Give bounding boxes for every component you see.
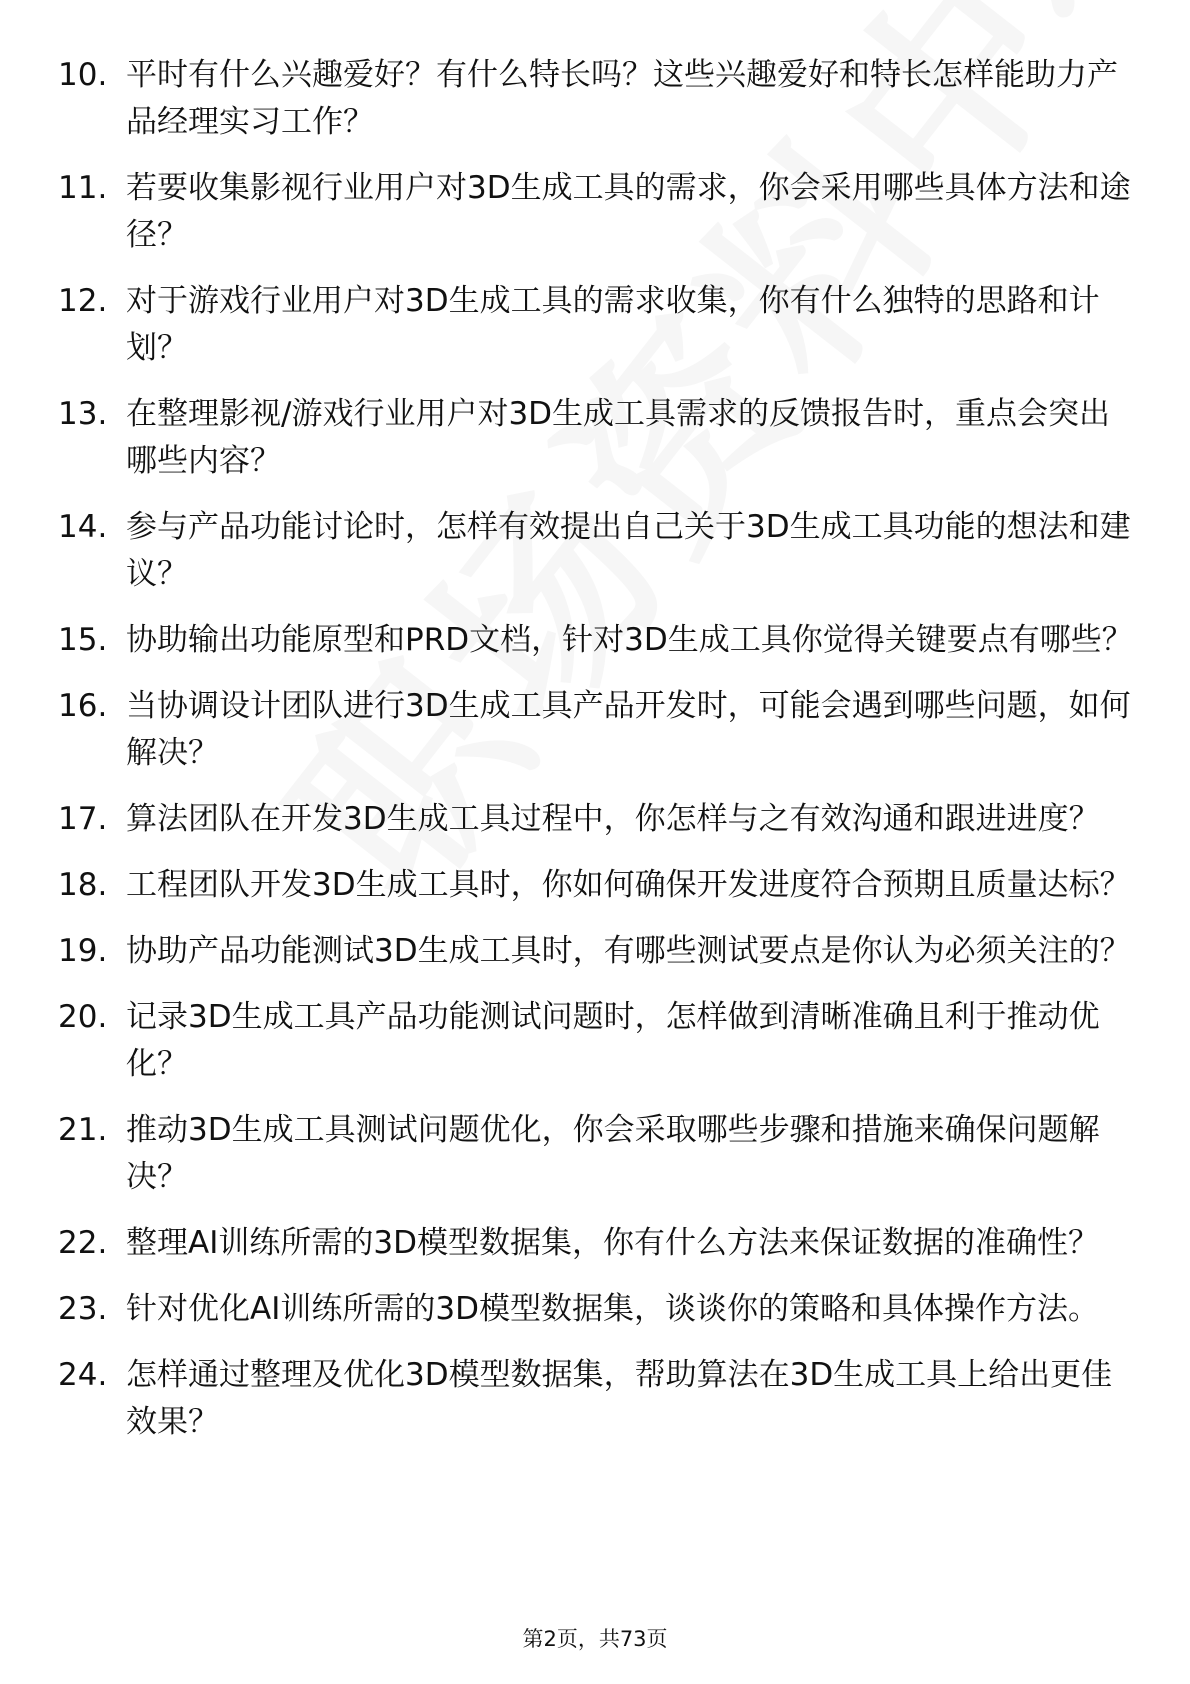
question-item [58,862,1138,909]
question-text: 算法团队在开发3D生成工具过程中，你怎样与之有效沟通和跟进进度？ [126,801,1100,837]
question-text: 整理AI训练所需的3D模型数据集，你有什么方法来保证数据的准确性？ [126,1225,1099,1261]
question-text: 针对优化AI训练所需的3D模型数据集，谈谈你的策略和具体操作方法。 [126,1291,1099,1327]
question-number: 20. [58,999,108,1035]
question-item [58,796,1138,843]
question-text: 当协调设计团队进行3D生成工具产品开发时，可能会遇到哪些问题，如何解决？ [126,688,1131,771]
question-item [58,1220,1138,1267]
question-text: 参与产品功能讨论时，怎样有效提出自己关于3D生成工具功能的想法和建议？ [126,509,1131,592]
question-item [58,52,1138,146]
question-item [58,391,1138,485]
question-text: 工程团队开发3D生成工具时，你如何确保开发进度符合预期且质量达标？ [126,867,1131,903]
question-number: 19. [58,933,108,969]
question-number: 21. [58,1112,108,1148]
question-number: 17. [58,801,108,837]
question-text: 若要收集影视行业用户对3D生成工具的需求，你会采用哪些具体方法和途径？ [126,170,1131,253]
question-number: 15. [58,622,108,658]
question-item [58,683,1138,777]
question-number: 16. [58,688,108,724]
question-item [58,278,1138,372]
question-item [58,504,1138,598]
question-item [58,617,1138,664]
question-item [58,1107,1138,1201]
question-number: 22. [58,1225,108,1261]
question-number: 13. [58,396,108,432]
question-number: 24. [58,1357,108,1393]
question-item [58,994,1138,1088]
question-number: 18. [58,867,108,903]
question-text: 记录3D生成工具产品功能测试问题时，怎样做到清晰准确且利于推动优化？ [126,999,1100,1082]
question-number: 10. [58,57,108,93]
question-number: 11. [58,170,108,206]
question-number: 12. [58,283,108,319]
question-number: 14. [58,509,108,545]
question-item [58,1352,1138,1446]
question-number: 23. [58,1291,108,1327]
page-number: 第2页，共73页 [522,1627,668,1651]
question-item [58,165,1138,259]
question-text: 协助产品功能测试3D生成工具时，有哪些测试要点是你认为必须关注的？ [126,933,1131,969]
question-text: 对于游戏行业用户对3D生成工具的需求收集，你有什么独特的思路和计划？ [126,283,1100,366]
question-text: 平时有什么兴趣爱好？有什么特长吗？这些兴趣爱好和特长怎样能助力产品经理实习工作？ [126,57,1118,140]
question-list [58,52,1138,1465]
question-text: 协助输出功能原型和PRD文档，针对3D生成工具你觉得关键要点有哪些？ [126,622,1133,658]
question-text: 推动3D生成工具测试问题优化，你会采取哪些步骤和措施来确保问题解决？ [126,1112,1100,1195]
question-text: 怎样通过整理及优化3D模型数据集，帮助算法在3D生成工具上给出更佳效果？ [126,1357,1113,1440]
question-item [58,928,1138,975]
question-text: 在整理影视/游戏行业用户对3D生成工具需求的反馈报告时，重点会突出哪些内容？ [126,396,1111,479]
question-item [58,1286,1138,1333]
